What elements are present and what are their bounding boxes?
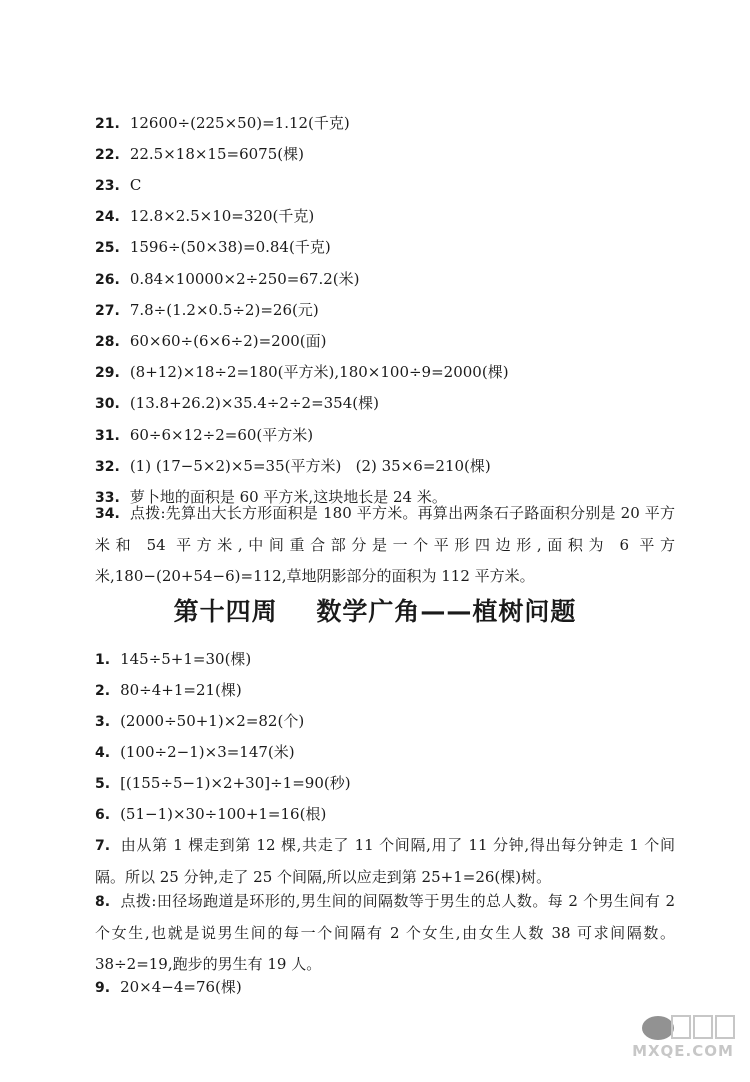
watermark-logo-icon [628,1006,738,1046]
answer-item-9: 9. 20×4−4=76(棵) [95,978,242,996]
site-watermark [628,1006,738,1072]
answer-item-21: 21. 12600÷(225×50)=1.12(千克) [95,114,350,132]
answer-item-30: 30. (13.8+26.2)×35.4÷2÷2=354(棵) [95,394,379,412]
answer-item-4: 4. (100÷2−1)×3=147(米) [95,743,295,761]
watermark-text: MXQE.COM [632,1042,734,1060]
answer-item-33: 33. 萝卜地的面积是 60 平方米,这块地长是 24 米。 [95,488,447,506]
answer-item-26: 26. 0.84×10000×2÷250=67.2(米) [95,270,360,288]
answer-item-28: 28. 60×60÷(6×6÷2)=200(面) [95,332,327,350]
answer-item-8: 8. 点拨:田径场跑道是环形的,男生间的间隔数等于男生的总人数。每 2 个男生间有 2 个女生,也就是说男生间的每一个间隔有 2 个女生,由女生人数 38 可求间隔数。38÷2=19,跑步的男生有 19 人。 [95,892,675,973]
answer-item-5: 5. [(155÷5−1)×2+30]÷1=90(秒) [95,774,351,792]
answer-item-31: 31. 60÷6×12÷2=60(平方米) [95,426,314,444]
answer-item-25: 25. 1596÷(50×38)=0.84(千克) [95,238,331,256]
answer-item-24: 24. 12.8×2.5×10=320(千克) [95,207,315,225]
answer-item-22: 22. 22.5×18×15=6075(棵) [95,145,304,163]
answer-item-34: 34. 点拨:先算出大长方形面积是 180 平方米。再算出两条石子路面积分别是 20 平方米和 54 平方米,中间重合部分是一个平形四边形,面积为 6 平方米,180−(20+54−6)=112,草地阴影部分的面积为 112 平方米。 [95,504,675,585]
answer-item-32: 32. (1) (17−5×2)×5=35(平方米) (2) 35×6=210(棵) [95,457,491,475]
section-title: 第十四周 数学广角——植树问题 [173,597,577,626]
answer-item-1: 1. 145÷5+1=30(棵) [95,650,252,668]
answer-item-2: 2. 80÷4+1=21(棵) [95,681,242,699]
answer-item-6: 6. (51−1)×30÷100+1=16(根) [95,805,327,823]
answer-item-23: 23. C [95,176,142,194]
answer-item-27: 27. 7.8÷(1.2×0.5÷2)=26(元) [95,301,319,319]
answer-item-29: 29. (8+12)×18÷2=180(平方米),180×100÷9=2000(棵) [95,363,509,381]
answer-item-7: 7. 由从第 1 棵走到第 12 棵,共走了 11 个间隔,用了 11 分钟,得出每分钟走 1 个间隔。所以 25 分钟,走了 25 个间隔,所以应走到第 25+1=26(棵)树。 [95,836,675,886]
answer-item-3: 3. (2000÷50+1)×2=82(个) [95,712,305,730]
